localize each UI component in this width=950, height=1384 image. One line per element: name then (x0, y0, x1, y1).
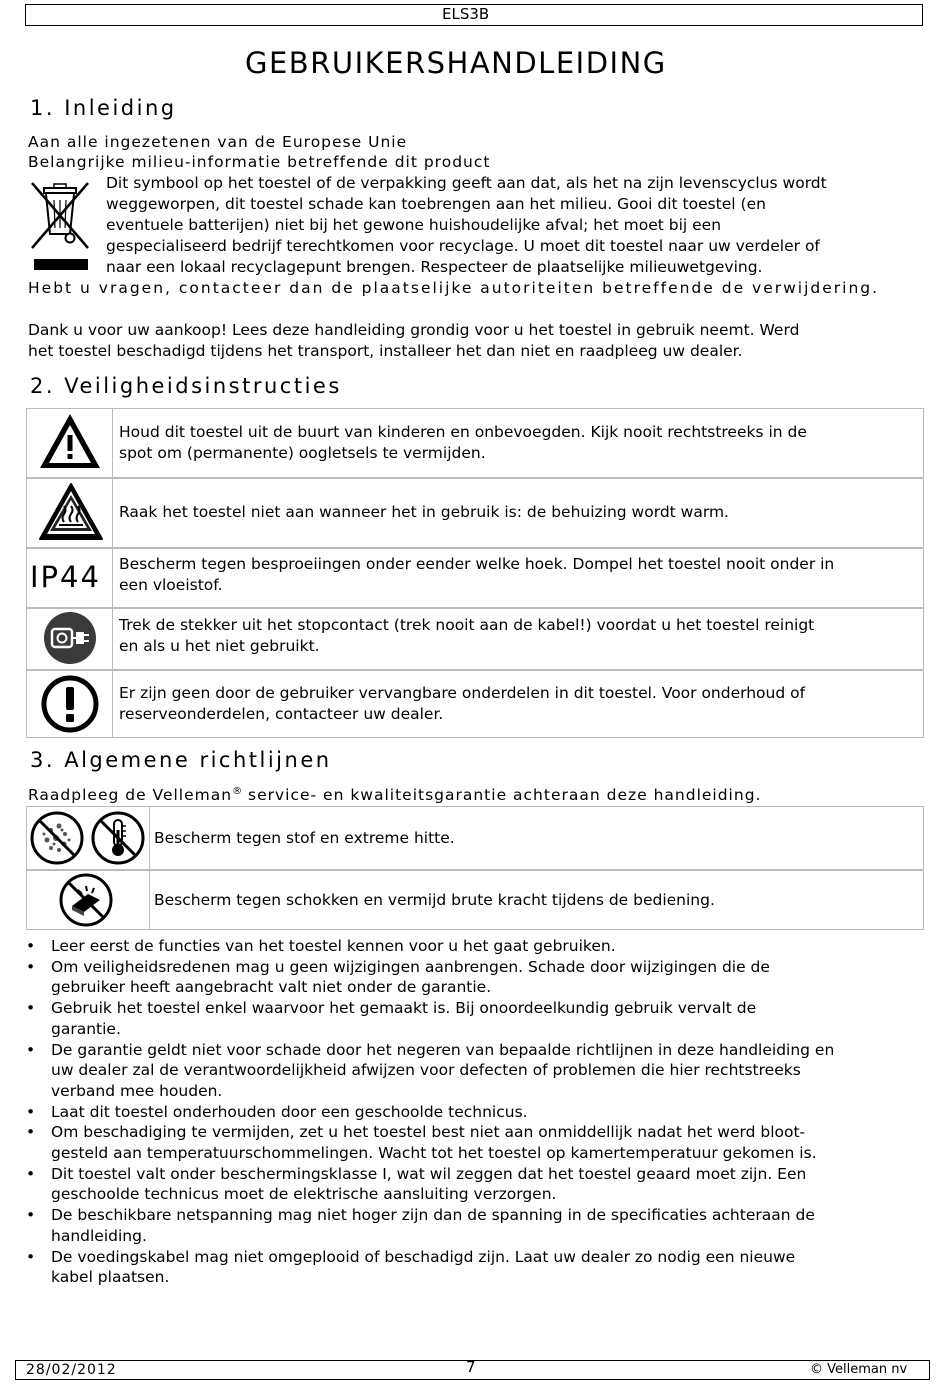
safety-text (119, 615, 814, 657)
model-number: ELS3B (442, 5, 490, 23)
list-item: • Gebruik het toestel enkel waarvoor het gemaakt is. Bij onoordeelkundig gebruik vervalt de garantie. (26, 998, 926, 1039)
safety-line: spot om (permanente) oogletsels te vermijden. (119, 444, 486, 462)
document-title: GEBRUIKERSHANDLEIDING (245, 46, 667, 80)
section-1-heading: 1. Inleiding (30, 96, 177, 120)
safety-text (119, 502, 729, 523)
list-item: • De beschikbare netspanning mag niet hoger zijn dan de spanning in de specificaties achteraan de handleiding. (26, 1205, 926, 1246)
guidelines-list (26, 936, 926, 1288)
list-item: • Dit toestel valt onder beschermingsklasse I, wat wil zeggen dat het toestel geaard moet zijn. Een geschoolde technicus moet de elektrische aansluiting verzorgen. (26, 1164, 926, 1205)
weee-line: naar een lokaal recyclagepunt brengen. Respecteer de plaatselijke milieuwetgeving. (106, 258, 763, 276)
no-dust-icon (29, 810, 85, 866)
safety-text (119, 683, 805, 725)
velleman-intro (28, 781, 761, 806)
thanks-line: het toestel beschadigd tijdens het transport, installeer het dan niet en raadpleeg uw dealer. (28, 342, 743, 360)
list-item: • Laat dit toestel onderhouden door een geschoolde technicus. (26, 1102, 926, 1123)
unplug-icon (42, 610, 98, 666)
section-2-heading: 2. Veiligheidsinstructies (30, 374, 342, 398)
guideline-text: Bescherm tegen stof en extreme hitte. (154, 829, 455, 847)
section-3-heading: 3. Algemene richtlijnen (30, 748, 332, 772)
list-item: • Leer eerst de functies van het toestel kennen voor u het gaat gebruiken. (26, 936, 926, 957)
ip44-label: IP44 (30, 560, 101, 594)
exclamation-circle-icon (40, 674, 100, 734)
safety-line: een vloeistof. (119, 576, 223, 594)
weee-line: eventuele batterijen) niet bij het gewone huishoudelijke afval; het moet bij een (106, 216, 722, 234)
list-item: • Om veiligheidsredenen mag u geen wijzigingen aanbrengen. Schade door wijzigingen die de gebruiker heeft aangebracht valt niet onder de garantie. (26, 957, 926, 998)
safety-line: Trek de stekker uit het stopcontact (trek nooit aan de kabel!) voordat u het toestel reinigt (119, 616, 815, 634)
thanks-text (28, 320, 799, 362)
weee-line: gespecialiseerd bedrijf terechtkomen voor recyclage. U moet dit toestel naar uw verdeler of (106, 237, 820, 255)
table-divider (149, 806, 150, 930)
guideline-text: Bescherm tegen schokken en vermijd brute kracht tijdens de bediening. (154, 891, 715, 909)
weee-line: Dit symbool op het toestel of de verpakking geeft aan dat, als het na zijn levenscyclus wordt (106, 174, 827, 192)
environment-info-line: Belangrijke milieu-informatie betreffende dit product (28, 153, 491, 171)
eu-residents-line: Aan alle ingezetenen van de Europese Unie (28, 133, 408, 151)
no-shock-icon (58, 872, 114, 928)
footer-date: 28/02/2012 (26, 1362, 117, 1378)
safety-line: Bescherm tegen besproeiingen onder eender welke hoek. Dompel het toestel nooit onder in (119, 555, 835, 573)
weee-text (106, 173, 926, 278)
list-item: • De garantie geldt niet voor schade door het negeren van bepaalde richtlijnen in deze handleiding en uw dealer zal de verantwoordelijkheid afwijzen voor defecten of problemen die hier rechtstreeks verband mee houden. (26, 1040, 926, 1102)
footer-copyright: © Velleman nv (810, 1362, 908, 1377)
contact-authorities-line: Hebt u vragen, contacteer dan de plaatselijke autoriteiten betreffende de verwijdering. (28, 279, 880, 297)
list-item: • Om beschadiging te vermijden, zet u het toestel best niet aan onmiddellijk nadat het werd bloot- gesteld aan temperatuurschommelingen. Wacht tot het toestel op kamertemperatuur gekomen is. (26, 1122, 926, 1163)
registered-mark: ® (232, 786, 243, 797)
safety-line: reserveonderdelen, contacteer uw dealer. (119, 705, 444, 723)
safety-line: Raak het toestel niet aan wanneer het in gebruik is: de behuizing wordt warm. (119, 503, 729, 521)
weee-bin-icon (30, 180, 90, 275)
page-number: 7 (466, 1358, 476, 1376)
thanks-line: Dank u voor uw aankoop! Lees deze handleiding grondig voor u het toestel in gebruik neemt. Werd (28, 321, 800, 339)
list-item: • De voedingskabel mag niet omgeplooid of beschadigd zijn. Laat uw dealer zo nodig een nieuwe kabel plaatsen. (26, 1247, 926, 1288)
table-divider (112, 408, 113, 738)
hot-surface-icon (38, 482, 104, 542)
safety-text (119, 422, 807, 464)
intro-post: service- en kwaliteitsgarantie achteraan deze handleiding. (242, 786, 762, 805)
no-heat-icon (90, 810, 146, 866)
safety-text (119, 554, 834, 596)
safety-line: Er zijn geen door de gebruiker vervangbare onderdelen in dit toestel. Voor onderhoud of (119, 684, 806, 702)
intro-pre: Raadpleeg de Velleman (28, 786, 233, 805)
weee-line: weggeworpen, dit toestel schade kan toebrengen aan het milieu. Gooi dit toestel (en (106, 195, 766, 213)
safety-line: Houd dit toestel uit de buurt van kinderen en onbevoegden. Kijk nooit rechtstreeks in de (119, 423, 807, 441)
safety-line: en als u het niet gebruikt. (119, 637, 320, 655)
warning-triangle-icon (37, 411, 103, 471)
